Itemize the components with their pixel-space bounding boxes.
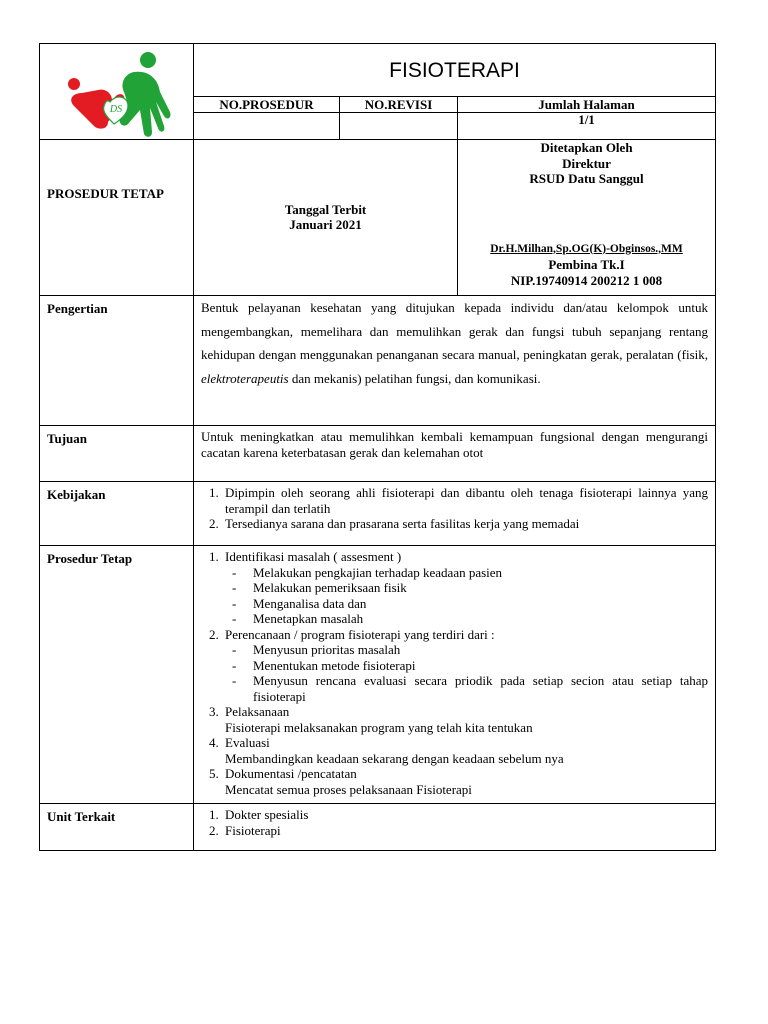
ditetapkan-oleh: Ditetapkan Oleh (540, 140, 633, 155)
logo-cell (40, 44, 194, 140)
document-title: FISIOTERAPI (194, 44, 715, 97)
sop-table (39, 43, 716, 851)
step-subitem: - Menganalisa data dan (232, 596, 708, 612)
pejabat-nama: Dr.H.Milhan,Sp.OG(K)-Obginsos.,MM (490, 242, 683, 255)
kebijakan-item: 2. Tersedianya sarana dan prasarana serta fasilitas kerja yang memadai (222, 516, 708, 532)
hospital-logo-icon (64, 48, 174, 138)
tujuan-label: Tujuan (40, 426, 194, 482)
prosedur-steps (201, 549, 708, 797)
step-title: 5. Dokumentasi /pencatatan (225, 766, 357, 781)
tanggal-terbit-cell (194, 140, 458, 296)
prosedur-label: Prosedur Tetap (40, 546, 194, 804)
pangkat: Pembina Tk.I (548, 257, 625, 272)
pengertian-text-italic: elektroterapeutis (201, 370, 289, 386)
unit-item: 2. Fisioterapi (222, 823, 708, 839)
step-subitem: - Menentukan metode fisioterapi (232, 658, 708, 674)
prosedur-step (222, 766, 708, 797)
unit-terkait-label: Unit Terkait (40, 804, 194, 851)
step-title: 4. Evaluasi (225, 735, 270, 750)
step-detail: Fisioterapi melaksanakan program yang telah kita tentukan (225, 719, 533, 735)
pengesahan-cell (458, 140, 716, 296)
kebijakan-content (194, 482, 716, 546)
no-revisi-label: NO.REVISI (340, 97, 458, 113)
no-revisi-value (340, 113, 458, 139)
step-title: 3. Pelaksanaan (225, 704, 290, 719)
prosedur-step (222, 627, 708, 705)
kebijakan-list (201, 485, 708, 532)
prosedur-tetap-cell (40, 140, 194, 296)
step-subitem: - Melakukan pengkajian terhadap keadaan pasien (232, 565, 708, 581)
logo-text: DS (109, 104, 123, 115)
instansi: RSUD Datu Sanggul (529, 171, 644, 186)
tanggal-terbit-label: Tanggal Terbit (284, 202, 367, 217)
prosedur-tetap-label: PROSEDUR TETAP (47, 186, 164, 201)
pengertian-text-2: dan mekanis) pelatihan fungsi, dan komunikasi. (288, 370, 541, 386)
step-title: Perencanaan / program fisioterapi yang terdiri dari : (225, 626, 495, 642)
kebijakan-label: Kebijakan (40, 482, 194, 546)
kebijakan-item: 1. Dipimpin oleh seorang ahli fisioterapi dan dibantu oleh tenaga fisioterapi lainnya yang terampil dan terlatih (222, 485, 708, 516)
pengertian-label: Pengertian (40, 296, 194, 426)
step-detail: Membandingkan keadaan sekarang dengan keadaan sebelum nya (225, 750, 564, 766)
jumlah-halaman-value: 1/1 (578, 112, 595, 127)
pengertian-text-1: Bentuk pelayanan kesehatan yang ditujukan kepada individu dan/atau kelompok untuk mengembangkan, memelihara dan memulihkan gerak dan fungsi tubuh sepanjang rentang kehidupan dengan menggunakan penanganan secara manual, peningkatan gerak, peralatan (fisik, (201, 300, 708, 362)
unit-terkait-list (201, 807, 708, 838)
nip: NIP.19740914 200212 1 008 (510, 272, 663, 288)
tujuan-content (194, 426, 716, 482)
step-subitem: - Melakukan pemeriksaan fisik (232, 580, 708, 596)
header-right (194, 44, 716, 140)
jumlah-halaman-label: Jumlah Halaman (458, 97, 715, 113)
no-prosedur-label: NO.PROSEDUR (194, 97, 340, 113)
step-subitem: - Menetapkan masalah (232, 611, 708, 627)
prosedur-step (222, 735, 708, 766)
sop-document (39, 43, 715, 851)
step-subitem: - Menyusun prioritas masalah (232, 642, 708, 658)
header-grid (194, 97, 715, 139)
step-title: Identifikasi masalah ( assesment ) (225, 549, 402, 564)
unit-terkait-content (194, 804, 716, 851)
pengertian-text (194, 296, 715, 396)
prosedur-step (222, 549, 708, 627)
tujuan-text: Untuk meningkatkan atau memulihkan kembali kemampuan fungsional dengan mengurangi cacatan karena keterbatasan gerak dan kelemahan otot (201, 429, 708, 460)
pengertian-content (194, 296, 716, 426)
unit-item: 1. Dokter spesialis (222, 807, 708, 823)
prosedur-content (194, 546, 716, 804)
no-prosedur-value (194, 113, 340, 139)
jabatan: Direktur (562, 155, 611, 171)
prosedur-step (222, 704, 708, 735)
tanggal-terbit-value: Januari 2021 (289, 217, 362, 232)
step-detail: Mencatat semua proses pelaksanaan Fisioterapi (225, 781, 472, 797)
step-subitem: - Menyusun rencana evaluasi secara priodik pada setiap secion atau setiap tahap fisioterapi (232, 673, 708, 704)
